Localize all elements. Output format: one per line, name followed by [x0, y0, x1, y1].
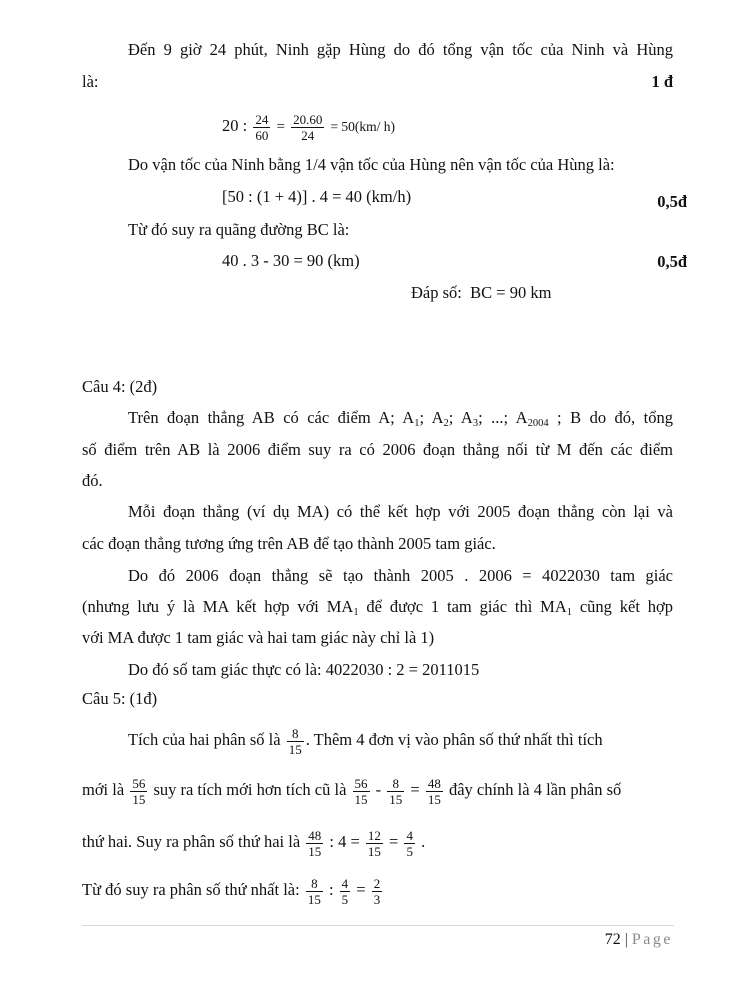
text: đây chính là 4 lần phân số: [448, 780, 622, 799]
denominator: 60: [255, 127, 269, 143]
paragraph-line: [82, 501, 673, 523]
fraction: [353, 776, 370, 807]
text: số điểm trên AB là 2006 điểm suy ra có 2006 đoạn thẳng nối từ M đến các điểm: [82, 440, 673, 459]
numerator: 4: [406, 827, 413, 843]
denominator: 15: [132, 791, 146, 807]
fraction: [404, 828, 415, 859]
paragraph-line: [82, 768, 621, 812]
text: ; B do đó, tổng: [548, 408, 673, 427]
denominator: 5: [341, 891, 349, 907]
fraction: [372, 876, 383, 907]
denominator: 15: [307, 891, 321, 907]
numerator: 4: [341, 875, 349, 891]
denominator: 3: [373, 891, 381, 907]
page-footer: [605, 930, 673, 950]
text: Từ đó suy ra phân số thứ nhất là:: [82, 880, 300, 899]
paragraph-line: [82, 39, 673, 61]
text: thứ hai. Suy ra phân số thứ hai là: [82, 832, 301, 851]
score-mark: 1 đ: [651, 72, 673, 91]
final-answer: [411, 282, 551, 304]
score-mark: 0,5đ: [657, 252, 687, 271]
answer-value: BC = 90 km: [470, 283, 552, 302]
denominator: 15: [288, 741, 302, 757]
numerator: 2: [373, 875, 381, 891]
text: : 4 =: [329, 832, 360, 851]
page-label: Page: [631, 931, 673, 948]
text: Do đó 2006 đoạn thẳng sẽ tạo thành 2005 . 2006 = 4022030 tam giác: [128, 566, 673, 585]
fraction: [366, 828, 383, 859]
fraction: [426, 776, 443, 807]
answer-label: Đáp số:: [411, 283, 462, 302]
denominator: 5: [406, 843, 413, 859]
eq-text: 20 :: [222, 116, 248, 135]
fraction: [306, 828, 323, 859]
text: Mỗi đoạn thẳng (ví dụ MA) có thể kết hợp với 2005 đoạn thẳng còn lại và: [128, 502, 673, 521]
numerator: 20.60: [293, 111, 323, 127]
denominator: 15: [354, 791, 368, 807]
paragraph-line: [82, 407, 673, 429]
paragraph-line: Do đó số tam giác thực có là: 4022030 : 2 = 2011015: [128, 660, 480, 679]
paragraph-line: đó.: [82, 471, 103, 490]
text: ; ...; A: [478, 408, 528, 427]
text: .: [421, 832, 426, 851]
equation-hung-speed: [50 : (1 + 4)] . 4 = 40 (km/h): [222, 187, 412, 206]
equation-bc: 40 . 3 - 30 = 90 (km): [222, 251, 360, 270]
numerator: 56: [132, 775, 146, 791]
paragraph-line: với MA được 1 tam giác và hai tam giác này chỉ là 1): [82, 628, 435, 647]
paragraph-line: [128, 720, 603, 760]
equals-sign: =: [356, 880, 366, 899]
denominator: 15: [367, 843, 381, 859]
numerator: 12: [367, 827, 381, 843]
text: mới là: [82, 780, 125, 799]
subscript: 1: [353, 607, 359, 618]
footer-divider: [82, 925, 674, 926]
equation-speed-sum: [222, 111, 395, 143]
text: . Thêm 4 đơn vị vào phân số thứ nhất thì tích: [305, 730, 603, 749]
numerator: 24: [255, 111, 269, 127]
text: Trên đoạn thẳng AB có các điểm A; A: [128, 408, 415, 427]
fraction: [291, 112, 324, 143]
paragraph-line: [82, 596, 673, 618]
subscript: 1: [566, 607, 572, 618]
numerator: 48: [427, 775, 441, 791]
fraction: [130, 776, 147, 807]
fraction: [306, 876, 323, 907]
fraction: [253, 112, 270, 143]
text: suy ra tích mới hơn tích cũ là: [153, 780, 347, 799]
text: để được 1 tam giác thì MA: [358, 597, 567, 616]
paragraph-line: [82, 820, 425, 864]
page-number: 72: [604, 931, 621, 948]
numerator: 56: [354, 775, 368, 791]
numerator: 8: [306, 876, 323, 892]
text: [82, 597, 673, 616]
text: Tích của hai phân số là: [128, 730, 281, 749]
fraction: [340, 876, 351, 907]
paragraph-line: các đoạn thẳng tương ứng trên AB để tạo thành 2005 tam giác.: [82, 534, 496, 553]
denominator: 24: [301, 127, 315, 143]
score-mark: 0,5đ: [657, 192, 687, 211]
subscript: 3: [472, 418, 479, 429]
footer-separator: |: [624, 931, 628, 948]
eq-result: = 50(km/ h): [330, 119, 396, 134]
numerator: 8: [387, 776, 404, 792]
numerator: 8: [287, 726, 304, 742]
eq-sign: =: [276, 119, 285, 135]
text: [82, 408, 673, 427]
fraction: [387, 776, 404, 807]
equals-sign: =: [389, 832, 399, 851]
subscript: 2004: [527, 418, 549, 429]
subscript: 2: [443, 418, 449, 429]
text: (nhưng lưu ý là MA kết hợp với MA: [82, 597, 354, 616]
numerator: 48: [308, 827, 322, 843]
equals-sign: =: [410, 780, 420, 799]
text: ; A: [419, 408, 444, 427]
fraction: [287, 726, 304, 757]
denominator: 15: [389, 791, 403, 807]
paragraph-line: Từ đó suy ra quãng đường BC là:: [128, 220, 350, 239]
paragraph-line: [82, 439, 673, 461]
text: cũng kết hợp: [572, 597, 673, 616]
text: Đến 9 giờ 24 phút, Ninh gặp Hùng do đó tổng vận tốc của Ninh và Hùng: [128, 40, 673, 59]
subscript: 1: [414, 418, 420, 429]
paragraph-line: [82, 868, 384, 912]
denominator: 15: [308, 843, 322, 859]
paragraph-line: là:: [82, 72, 99, 91]
question-5-heading: Câu 5: (1đ): [82, 689, 158, 708]
text: :: [328, 880, 334, 899]
denominator: 15: [427, 791, 441, 807]
question-4-heading: Câu 4: (2đ): [82, 377, 158, 396]
minus-sign: -: [375, 780, 382, 799]
paragraph-line: [82, 565, 673, 587]
text: ; A: [448, 408, 473, 427]
paragraph-line: Do vận tốc của Ninh bằng 1/4 vận tốc của Hùng nên vận tốc của Hùng là:: [128, 155, 615, 174]
